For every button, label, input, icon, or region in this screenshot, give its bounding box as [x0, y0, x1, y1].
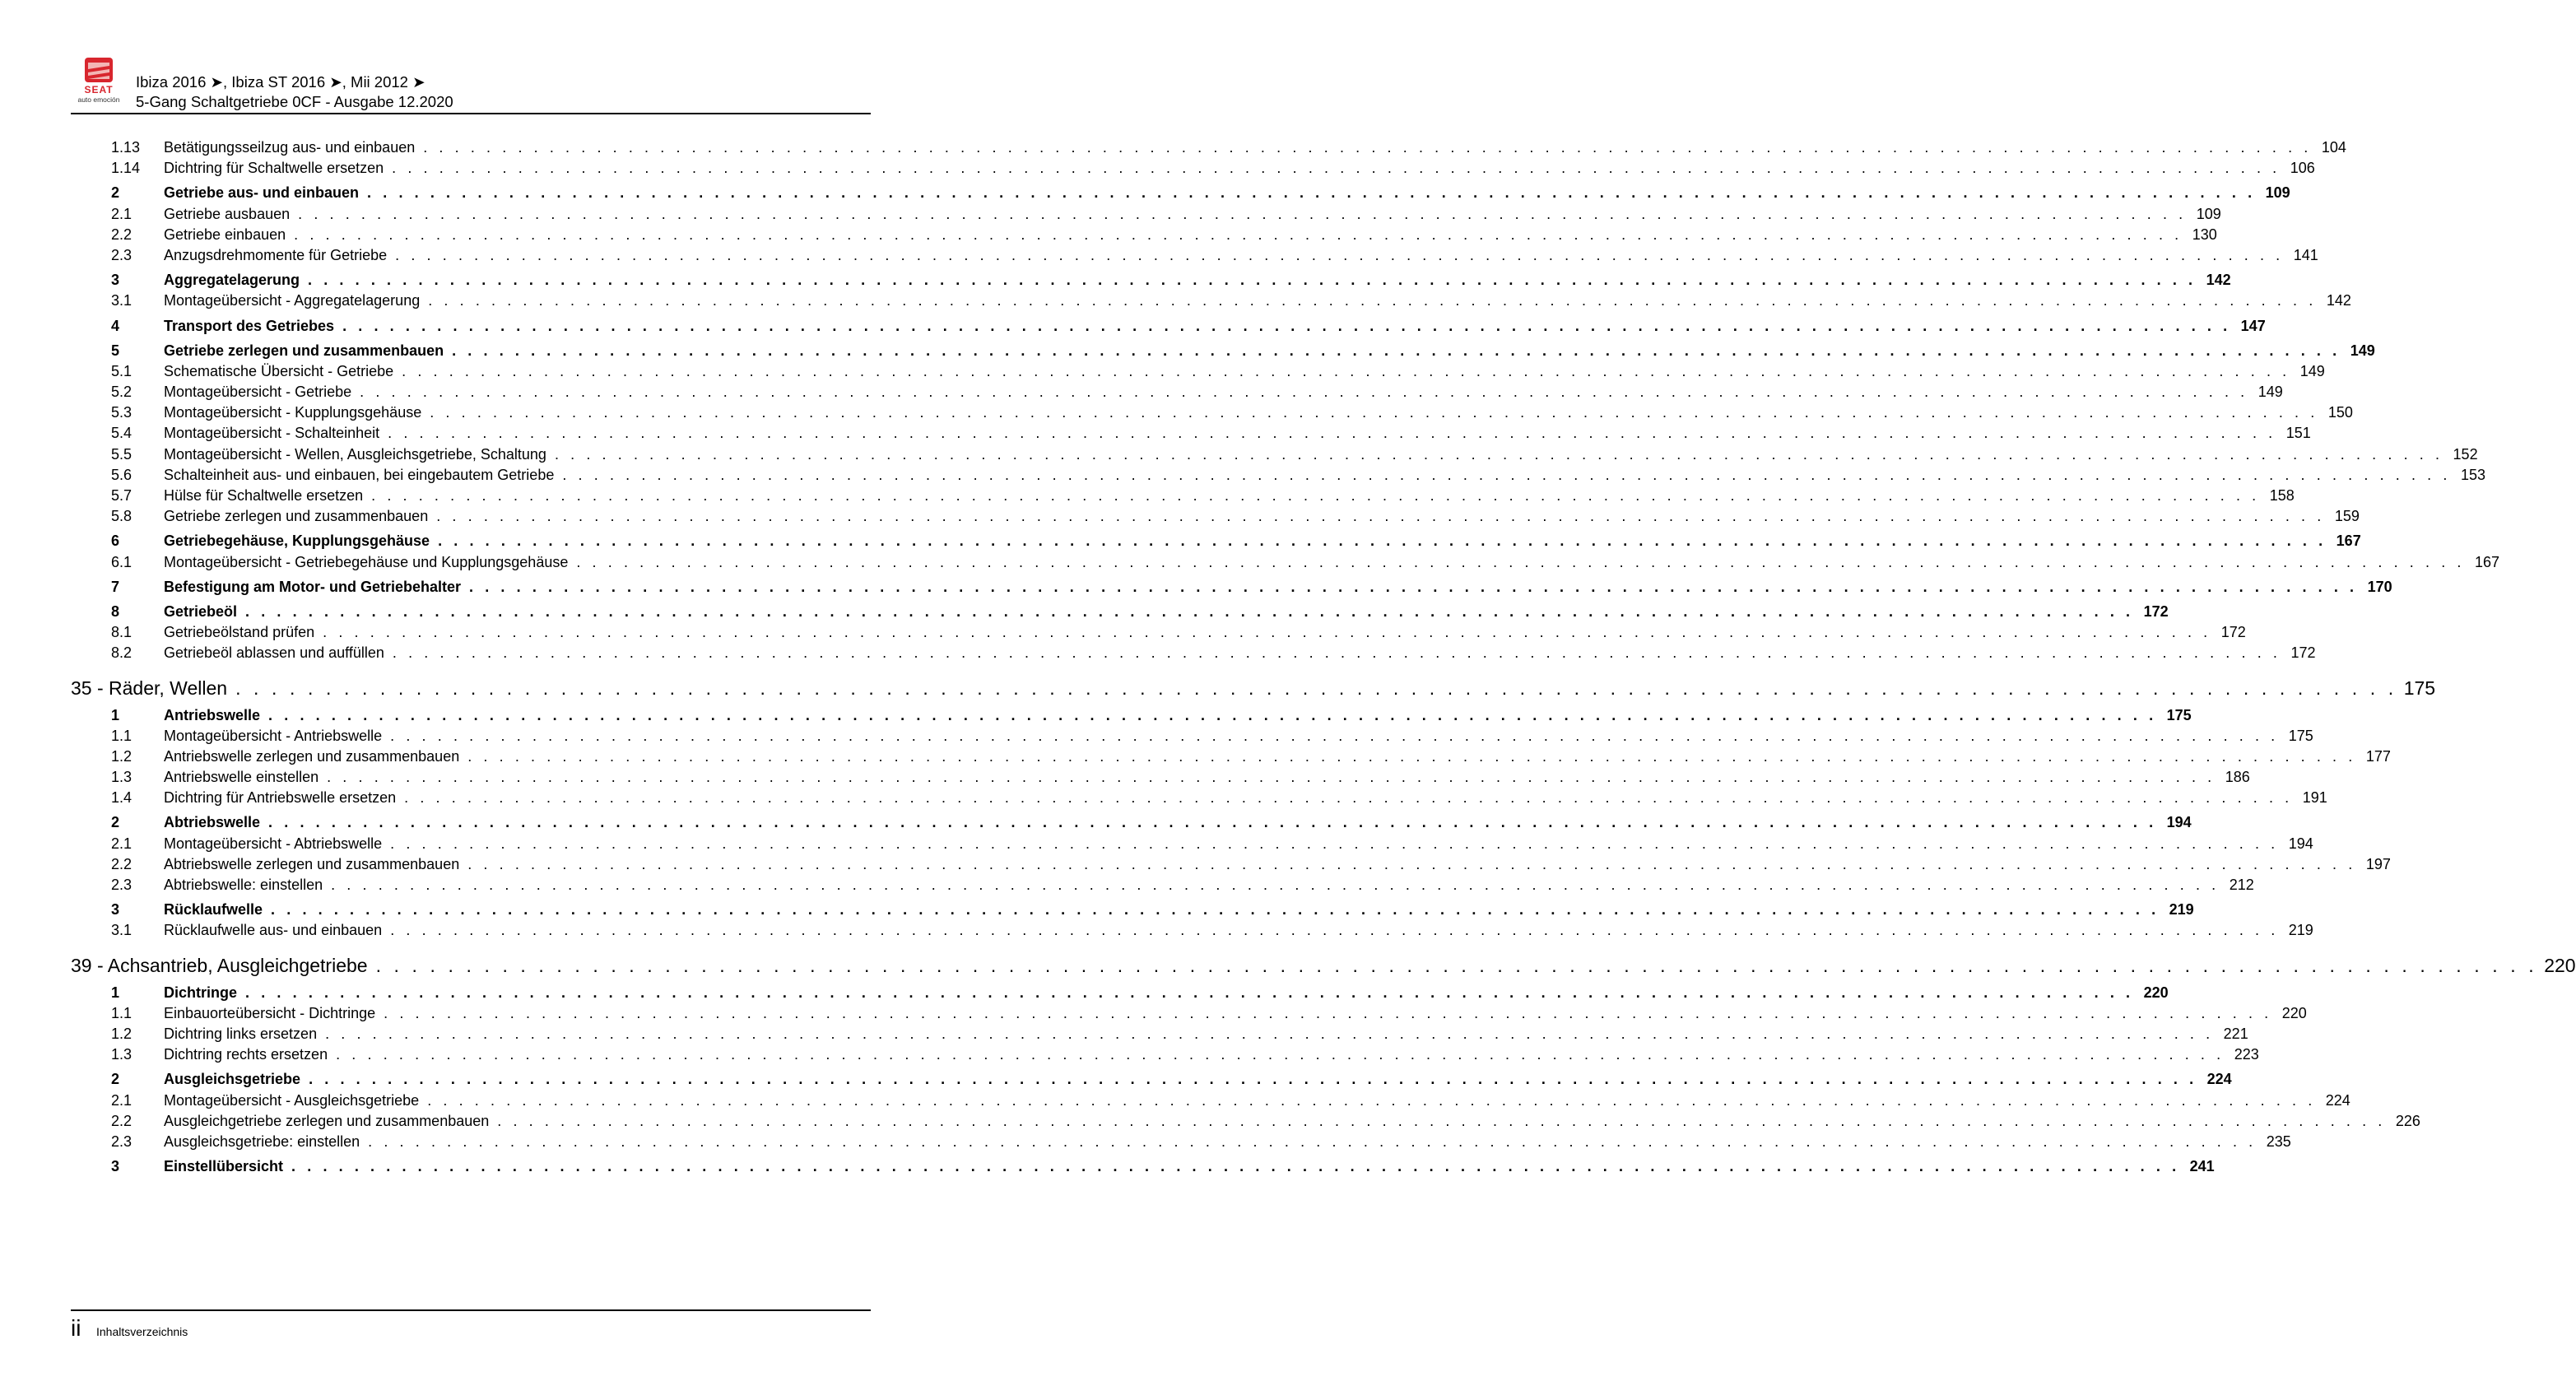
toc-number: 1.4	[111, 789, 133, 807]
toc-number: 2.2	[111, 855, 133, 872]
dot-leader: . . . . . . . . . . . . . . . . . . . . . . . . . . . . . . . . . . . . . . . . . . . . . . . . . . . . . . . . . . . . . . . . . . . . . . . . . . . . . . . . . . . . . . . . . . . . . . . . . . . . . . . . . . . . . . . . . . . . . . . .	[336, 1046, 2225, 1063]
toc-title: Getriebe zerlegen und zusammenbauen	[164, 508, 429, 525]
toc-entry[interactable]	[71, 1132, 2291, 1152]
toc-entry[interactable]	[71, 1024, 2248, 1044]
dot-leader: . . . . . . . . . . . . . . . . . . . . . . . . . . . . . . . . . . . . . . . . . . . . . . . . . . . . . . . . . . . . . . . . . . . . . . . . . . . . . . . . . . . . . . . . . . . . . . . . . . . . . . . . . . . . . . . . . . . . . . . .	[438, 533, 2327, 550]
toc-page: 175	[2166, 706, 2192, 723]
dot-leader: . . . . . . . . . . . . . . . . . . . . . . . . . . . . . . . . . . . . . . . . . . . . . . . . . . . . . . . . . . . . . . . . . . . . . . . . . . . . . . . . . . . . . . . . . . . . . . . . . . . . . . . . . . . . . . . . . . . . . . . .	[423, 139, 2312, 156]
toc-number: 1.14	[111, 160, 141, 177]
toc-page: 194	[2288, 835, 2313, 852]
toc-page: 221	[2223, 1025, 2248, 1042]
toc-title: Getriebe zerlegen und zusammenbauen	[164, 342, 444, 359]
dot-leader: . . . . . . . . . . . . . . . . . . . . . . . . . . . . . . . . . . . . . . . . . . . . . . . . . . . . . . . . . . . . . . . . . . . . . . . . . . . . . . . . . . . . . . . . . . . . . . . . . . . . . . . . . . . . . . . . . . . . . . . .	[562, 466, 2451, 483]
toc-title: Montageübersicht - Wellen, Ausgleichsgetriebe, Schaltung	[164, 445, 546, 463]
toc-number: 8	[111, 602, 120, 620]
toc-number: 1.2	[111, 747, 133, 765]
toc-title: Einbauorteübersicht - Dichtringe	[164, 1004, 376, 1021]
toc-page: 149	[2299, 362, 2325, 379]
toc-page: 159	[2334, 508, 2360, 525]
toc-page: 172	[2143, 602, 2169, 620]
toc-title: Ausgleichsgetriebe: einstellen	[164, 1133, 360, 1150]
toc-chapter[interactable]	[71, 951, 2576, 979]
toc-entry[interactable]	[71, 423, 2311, 444]
footer-section-label: Inhaltsverzeichnis	[96, 1325, 188, 1338]
dot-leader: . . . . . . . . . . . . . . . . . . . . . . . . . . . . . . . . . . . . . . . . . . . . . . . . . . . . . . . . . . . . . . . . . . . . . . . . . . . . . . . . . . . . . . . . . . . . . . . . . . . . . . . . . . . . . . . . . . . . . . . .	[235, 677, 2397, 699]
toc-section[interactable]	[71, 531, 2361, 551]
toc-title: Montageübersicht - Antriebswelle	[164, 727, 383, 744]
toc-entry[interactable]	[71, 382, 2283, 402]
toc-entry[interactable]	[71, 444, 2478, 465]
toc-title: Anzugsdrehmomente für Getriebe	[164, 246, 388, 263]
toc-page: 153	[2460, 466, 2485, 483]
toc-page: 152	[2453, 445, 2478, 463]
dot-leader: . . . . . . . . . . . . . . . . . . . . . . . . . . . . . . . . . . . . . . . . . . . . . . . . . . . . . . . . . . . . . . . . . . . . . . . . . . . . . . . . . . . . . . . . . . . . . . . . . . . . . . . . . . . . . . . . . . . . . . . .	[268, 814, 2157, 831]
dot-leader: . . . . . . . . . . . . . . . . . . . . . . . . . . . . . . . . . . . . . . . . . . . . . . . . . . . . . . . . . . . . . . . . . . . . . . . . . . . . . . . . . . . . . . . . . . . . . . . . . . . . . . . . . . . . . . . . . . . . . . . .	[469, 578, 2358, 595]
header-models: Ibiza 2016 ➤, Ibiza ST 2016 ➤, Mii 2012 ➤	[136, 73, 425, 91]
dot-leader: . . . . . . . . . . . . . . . . . . . . . . . . . . . . . . . . . . . . . . . . . . . . . . . . . . . . . . . . . . . . . . . . . . . . . . . . . . . . . . . . . . . . . . . . . . . . . . . . . . . . . . . . . . . . . . . . . . . . . . . .	[375, 954, 2538, 976]
toc-page: 167	[2474, 553, 2499, 570]
toc-entry[interactable]	[71, 506, 2360, 527]
dot-leader: . . . . . . . . . . . . . . . . . . . . . . . . . . . . . . . . . . . . . . . . . . . . . . . . . . . . . . . . . . . . . . . . . . . . . . . . . . . . . . . . . . . . . . . . . . . . . . . . . . . . . . . . . . . . . . . . . . . . . . . .	[452, 342, 2341, 359]
toc-title: Getriebe einbauen	[164, 226, 286, 243]
toc-entry[interactable]	[71, 291, 2351, 311]
toc-title: Abtriebswelle: einstellen	[164, 877, 323, 893]
dot-leader: . . . . . . . . . . . . . . . . . . . . . . . . . . . . . . . . . . . . . . . . . . . . . . . . . . . . . . . . . . . . . . . . . . . . . . . . . . . . . . . . . . . . . . . . . . . . . . . . . . . . . . . . . . . . . . . . . . . . . . . .	[392, 160, 2281, 177]
toc-title: Montageübersicht - Aggregatelagerung	[164, 292, 421, 309]
toc-page: 109	[2196, 205, 2221, 222]
dot-leader: . . . . . . . . . . . . . . . . . . . . . . . . . . . . . . . . . . . . . . . . . . . . . . . . . . . . . . . . . . . . . . . . . . . . . . . . . . . . . . . . . . . . . . . . . . . . . . . . . . . . . . . . . . . . . . . . . . . . . . . .	[467, 747, 2356, 765]
dot-leader: . . . . . . . . . . . . . . . . . . . . . . . . . . . . . . . . . . . . . . . . . . . . . . . . . . . . . . . . . . . . . . . . . . . . . . . . . . . . . . . . . . . . . . . . . . . . . . . . . . . . . . . . . . . . . . . . . . . . . . . .	[271, 901, 2160, 919]
toc-title: Getriebegehäuse, Kupplungsgehäuse	[164, 533, 430, 550]
toc-page: 220	[2281, 1004, 2307, 1021]
toc-entry[interactable]	[71, 402, 2353, 423]
toc-number: 4	[111, 317, 120, 334]
toc-title: Ausgleichsgetriebe	[164, 1071, 301, 1088]
seat-logo	[71, 58, 128, 105]
toc-page: 106	[2290, 160, 2315, 177]
dot-leader: . . . . . . . . . . . . . . . . . . . . . . . . . . . . . . . . . . . . . . . . . . . . . . . . . . . . . . . . . . . . . . . . . . . . . . . . . . . . . . . . . . . . . . . . . . . . . . . . . . . . . . . . . . . . . . . . . . . . . . . .	[384, 1004, 2272, 1021]
table-of-contents	[71, 137, 2576, 1177]
toc-title: Montageübersicht - Abtriebswelle	[164, 835, 383, 852]
toc-page: 109	[2265, 184, 2290, 202]
toc-number: 3	[111, 901, 120, 919]
toc-entry[interactable]	[71, 1111, 2420, 1132]
toc-title: Getriebe ausbauen	[164, 205, 291, 222]
toc-page: 226	[2395, 1112, 2420, 1129]
toc-number: 1.3	[111, 1046, 133, 1063]
toc-title: Schalteinheit aus- und einbauen, bei eingebautem Getriebe	[164, 466, 555, 483]
dot-leader: . . . . . . . . . . . . . . . . . . . . . . . . . . . . . . . . . . . . . . . . . . . . . . . . . . . . . . . . . . . . . . . . . . . . . . . . . . . . . . . . . . . . . . . . . . . . . . . . . . . . . . . . . . . . . . . . . . . . . . . .	[245, 984, 2134, 1001]
toc-number: 1	[111, 984, 120, 1001]
toc-number: 5.1	[111, 362, 133, 379]
toc-entry[interactable]	[71, 1091, 2350, 1111]
toc-entry[interactable]	[71, 361, 2325, 382]
toc-entry[interactable]	[71, 746, 2391, 767]
toc-page: 212	[2229, 877, 2254, 893]
toc-number: 2.3	[111, 877, 133, 893]
toc-title: Dichtringe	[164, 984, 238, 1001]
toc-page: 241	[2189, 1158, 2215, 1175]
toc-number: 3	[111, 1158, 120, 1175]
toc-page: 130	[2192, 226, 2217, 243]
toc-entry[interactable]	[71, 137, 2346, 158]
toc-number: 7	[111, 578, 120, 595]
dot-leader: . . . . . . . . . . . . . . . . . . . . . . . . . . . . . . . . . . . . . . . . . . . . . . . . . . . . . . . . . . . . . . . . . . . . . . . . . . . . . . . . . . . . . . . . . . . . . . . . . . . . . . . . . . . . . . . . . . . . . . . .	[497, 1112, 2386, 1129]
toc-title: Hülse für Schaltwelle ersetzen	[164, 487, 364, 504]
toc-number: 2.3	[111, 1133, 133, 1150]
toc-page: 175	[2288, 727, 2313, 744]
toc-page: 219	[2169, 901, 2194, 919]
toc-entry[interactable]	[71, 920, 2313, 941]
toc-section[interactable]	[71, 183, 2290, 203]
dot-leader: . . . . . . . . . . . . . . . . . . . . . . . . . . . . . . . . . . . . . . . . . . . . . . . . . . . . . . . . . . . . . . . . . . . . . . . . . . . . . . . . . . . . . . . . . . . . . . . . . . . . . . . . . . . . . . . . . . . . . . . .	[576, 553, 2465, 570]
toc-section[interactable]	[71, 812, 2192, 833]
header-subtitle: 5-Gang Schaltgetriebe 0CF - Ausgabe 12.2020	[136, 93, 453, 110]
toc-page: 151	[2285, 425, 2311, 442]
toc-page: 167	[2336, 533, 2361, 550]
toc-page: 172	[2290, 644, 2316, 662]
dot-leader: . . . . . . . . . . . . . . . . . . . . . . . . . . . . . . . . . . . . . . . . . . . . . . . . . . . . . . . . . . . . . . . . . . . . . . . . . . . . . . . . . . . . . . . . . . . . . . . . . . . . . . . . . . . . . . . . . . . . . . . .	[554, 445, 2443, 463]
dot-leader: . . . . . . . . . . . . . . . . . . . . . . . . . . . . . . . . . . . . . . . . . . . . . . . . . . . . . . . . . . . . . . . . . . . . . . . . . . . . . . . . . . . . . . . . . . . . . . . . . . . . . . . . . . . . . . . . . . . . . . . .	[467, 855, 2356, 872]
toc-page: 149	[2257, 384, 2283, 401]
toc-section[interactable]	[71, 577, 2392, 598]
toc-chapter[interactable]	[71, 674, 2436, 702]
toc-entry[interactable]	[71, 552, 2499, 573]
toc-page: 158	[2269, 487, 2295, 504]
toc-section[interactable]	[71, 602, 2169, 622]
toc-title: Rücklaufwelle	[164, 901, 263, 919]
toc-number: 5.2	[111, 384, 133, 401]
toc-number: 6.1	[111, 553, 133, 570]
toc-number: 1.1	[111, 1004, 133, 1021]
toc-number: 5.8	[111, 508, 133, 525]
toc-entry[interactable]	[71, 486, 2295, 506]
toc-title: 35 - Räder, Wellen	[71, 677, 228, 699]
dot-leader: . . . . . . . . . . . . . . . . . . . . . . . . . . . . . . . . . . . . . . . . . . . . . . . . . . . . . . . . . . . . . . . . . . . . . . . . . . . . . . . . . . . . . . . . . . . . . . . . . . . . . . . . . . . . . . . . . . . . . . . .	[245, 602, 2134, 620]
toc-title: Antriebswelle einstellen	[164, 769, 319, 786]
toc-entry[interactable]	[71, 1003, 2307, 1024]
toc-number: 2	[111, 184, 120, 202]
toc-page: 197	[2365, 855, 2391, 872]
toc-title: Aggregatelagerung	[164, 272, 300, 289]
toc-page: 224	[2325, 1091, 2350, 1109]
document-header	[136, 72, 453, 112]
toc-title: Dichtring für Antriebswelle ersetzen	[164, 789, 397, 807]
toc-title: Rücklaufwelle aus- und einbauen	[164, 922, 383, 939]
dot-leader: . . . . . . . . . . . . . . . . . . . . . . . . . . . . . . . . . . . . . . . . . . . . . . . . . . . . . . . . . . . . . . . . . . . . . . . . . . . . . . . . . . . . . . . . . . . . . . . . . . . . . . . . . . . . . . . . . . . . . . . .	[390, 835, 2279, 852]
dot-leader: . . . . . . . . . . . . . . . . . . . . . . . . . . . . . . . . . . . . . . . . . . . . . . . . . . . . . . . . . . . . . . . . . . . . . . . . . . . . . . . . . . . . . . . . . . . . . . . . . . . . . . . . . . . . . . . . . . . . . . . .	[390, 922, 2279, 939]
toc-entry[interactable]	[71, 854, 2391, 875]
toc-title: Einstellübersicht	[164, 1158, 284, 1175]
toc-page: 235	[2266, 1133, 2291, 1150]
toc-title: 39 - Achsantrieb, Ausgleichgetriebe	[71, 954, 368, 976]
dot-leader: . . . . . . . . . . . . . . . . . . . . . . . . . . . . . . . . . . . . . . . . . . . . . . . . . . . . . . . . . . . . . . . . . . . . . . . . . . . . . . . . . . . . . . . . . . . . . . . . . . . . . . . . . . . . . . . . . . . . . . . .	[291, 1158, 2180, 1175]
dot-leader: . . . . . . . . . . . . . . . . . . . . . . . . . . . . . . . . . . . . . . . . . . . . . . . . . . . . . . . . . . . . . . . . . . . . . . . . . . . . . . . . . . . . . . . . . . . . . . . . . . . . . . . . . . . . . . . . . . . . . . . .	[342, 317, 2231, 334]
dot-leader: . . . . . . . . . . . . . . . . . . . . . . . . . . . . . . . . . . . . . . . . . . . . . . . . . . . . . . . . . . . . . . . . . . . . . . . . . . . . . . . . . . . . . . . . . . . . . . . . . . . . . . . . . . . . . . . . . . . . . . . .	[368, 1133, 2257, 1150]
toc-number: 2	[111, 1071, 120, 1088]
toc-entry[interactable]	[71, 225, 2217, 245]
toc-title: Dichtring links ersetzen	[164, 1025, 318, 1042]
toc-number: 3.1	[111, 292, 133, 309]
toc-entry[interactable]	[71, 158, 2315, 179]
toc-number: 6	[111, 533, 120, 550]
toc-entry[interactable]	[71, 643, 2316, 663]
toc-title: Montageübersicht - Getriebe	[164, 384, 352, 401]
svg-text:auto emoción: auto emoción	[77, 95, 120, 104]
toc-page: 150	[2327, 404, 2353, 421]
toc-title: Transport des Getriebes	[164, 317, 335, 334]
dot-leader: . . . . . . . . . . . . . . . . . . . . . . . . . . . . . . . . . . . . . . . . . . . . . . . . . . . . . . . . . . . . . . . . . . . . . . . . . . . . . . . . . . . . . . . . . . . . . . . . . . . . . . . . . . . . . . . . . . . . . . . .	[309, 1071, 2197, 1088]
toc-page: 223	[2234, 1046, 2259, 1063]
toc-page: 194	[2166, 814, 2192, 831]
toc-number: 2	[111, 814, 120, 831]
toc-section[interactable]	[71, 270, 2231, 291]
toc-number: 1.13	[111, 139, 141, 156]
toc-title: Getriebeöl ablassen und auffüllen	[164, 644, 384, 662]
toc-number: 3	[111, 272, 120, 289]
toc-entry[interactable]	[71, 788, 2327, 808]
dot-leader: . . . . . . . . . . . . . . . . . . . . . . . . . . . . . . . . . . . . . . . . . . . . . . . . . . . . . . . . . . . . . . . . . . . . . . . . . . . . . . . . . . . . . . . . . . . . . . . . . . . . . . . . . . . . . . . . . . . . . . . .	[308, 272, 2197, 289]
dot-leader: . . . . . . . . . . . . . . . . . . . . . . . . . . . . . . . . . . . . . . . . . . . . . . . . . . . . . . . . . . . . . . . . . . . . . . . . . . . . . . . . . . . . . . . . . . . . . . . . . . . . . . . . . . . . . . . . . . . . . . . .	[325, 1025, 2214, 1042]
toc-page: 191	[2302, 789, 2327, 807]
dot-leader: . . . . . . . . . . . . . . . . . . . . . . . . . . . . . . . . . . . . . . . . . . . . . . . . . . . . . . . . . . . . . . . . . . . . . . . . . . . . . . . . . . . . . . . . . . . . . . . . . . . . . . . . . . . . . . . . . . . . . . . .	[390, 727, 2279, 744]
dot-leader: . . . . . . . . . . . . . . . . . . . . . . . . . . . . . . . . . . . . . . . . . . . . . . . . . . . . . . . . . . . . . . . . . . . . . . . . . . . . . . . . . . . . . . . . . . . . . . . . . . . . . . . . . . . . . . . . . . . . . . . .	[294, 226, 2183, 243]
toc-title: Getriebe aus- und einbauen	[164, 184, 360, 202]
toc-page: 175	[2403, 677, 2436, 699]
dot-leader: . . . . . . . . . . . . . . . . . . . . . . . . . . . . . . . . . . . . . . . . . . . . . . . . . . . . . . . . . . . . . . . . . . . . . . . . . . . . . . . . . . . . . . . . . . . . . . . . . . . . . . . . . . . . . . . . . . . . . . . .	[428, 292, 2317, 309]
dot-leader: . . . . . . . . . . . . . . . . . . . . . . . . . . . . . . . . . . . . . . . . . . . . . . . . . . . . . . . . . . . . . . . . . . . . . . . . . . . . . . . . . . . . . . . . . . . . . . . . . . . . . . . . . . . . . . . . . . . . . . . .	[327, 769, 2216, 786]
toc-title: Schematische Übersicht - Getriebe	[164, 362, 394, 379]
dot-leader: . . . . . . . . . . . . . . . . . . . . . . . . . . . . . . . . . . . . . . . . . . . . . . . . . . . . . . . . . . . . . . . . . . . . . . . . . . . . . . . . . . . . . . . . . . . . . . . . . . . . . . . . . . . . . . . . . . . . . . . .	[427, 1091, 2316, 1109]
toc-entry[interactable]	[71, 245, 2318, 266]
toc-title: Abtriebswelle	[164, 814, 261, 831]
toc-number: 5.7	[111, 487, 133, 504]
toc-number: 8.1	[111, 624, 133, 641]
toc-number: 2.3	[111, 246, 133, 263]
toc-title: Montageübersicht - Kupplungsgehäuse	[164, 404, 422, 421]
toc-number: 8.2	[111, 644, 133, 662]
toc-title: Abtriebswelle zerlegen und zusammenbauen	[164, 855, 460, 872]
footer-page-number: ii	[71, 1315, 81, 1341]
toc-title: Montageübersicht - Ausgleichsgetriebe	[164, 1091, 420, 1109]
toc-number: 2.1	[111, 835, 133, 852]
toc-section[interactable]	[71, 900, 2194, 920]
toc-title: Montageübersicht - Schalteinheit	[164, 425, 380, 442]
toc-number: 2.1	[111, 205, 133, 222]
toc-title: Dichtring rechts ersetzen	[164, 1046, 328, 1063]
toc-page: 177	[2365, 747, 2391, 765]
dot-leader: . . . . . . . . . . . . . . . . . . . . . . . . . . . . . . . . . . . . . . . . . . . . . . . . . . . . . . . . . . . . . . . . . . . . . . . . . . . . . . . . . . . . . . . . . . . . . . . . . . . . . . . . . . . . . . . . . . . . . . . .	[430, 404, 2318, 421]
toc-page: 186	[2225, 769, 2250, 786]
dot-leader: . . . . . . . . . . . . . . . . . . . . . . . . . . . . . . . . . . . . . . . . . . . . . . . . . . . . . . . . . . . . . . . . . . . . . . . . . . . . . . . . . . . . . . . . . . . . . . . . . . . . . . . . . . . . . . . . . . . . . . . .	[402, 362, 2290, 379]
toc-number: 3.1	[111, 922, 133, 939]
toc-section[interactable]	[71, 1069, 2232, 1090]
toc-page: 142	[2326, 292, 2351, 309]
toc-number: 5	[111, 342, 120, 359]
toc-section[interactable]	[71, 341, 2375, 361]
toc-section[interactable]	[71, 983, 2169, 1003]
toc-number: 5.6	[111, 466, 133, 483]
toc-entry[interactable]	[71, 204, 2221, 225]
svg-text:SEAT: SEAT	[84, 84, 114, 95]
toc-entry[interactable]	[71, 465, 2485, 486]
toc-page: 141	[2293, 246, 2318, 263]
toc-page: 219	[2288, 922, 2313, 939]
toc-title: Getriebeölstand prüfen	[164, 624, 315, 641]
toc-section[interactable]	[71, 1156, 2215, 1177]
dot-leader: . . . . . . . . . . . . . . . . . . . . . . . . . . . . . . . . . . . . . . . . . . . . . . . . . . . . . . . . . . . . . . . . . . . . . . . . . . . . . . . . . . . . . . . . . . . . . . . . . . . . . . . . . . . . . . . . . . . . . . . .	[436, 508, 2325, 525]
toc-number: 1.3	[111, 769, 133, 786]
toc-entry[interactable]	[71, 726, 2313, 746]
toc-title: Montageübersicht - Getriebegehäuse und Kupplungsgehäuse	[164, 553, 569, 570]
header-divider	[71, 113, 871, 114]
toc-title: Betätigungsseilzug aus- und einbauen	[164, 139, 416, 156]
toc-page: 224	[2206, 1071, 2232, 1088]
toc-page: 220	[2544, 954, 2576, 976]
dot-leader: . . . . . . . . . . . . . . . . . . . . . . . . . . . . . . . . . . . . . . . . . . . . . . . . . . . . . . . . . . . . . . . . . . . . . . . . . . . . . . . . . . . . . . . . . . . . . . . . . . . . . . . . . . . . . . . . . . . . . . . .	[367, 184, 2256, 202]
toc-page: 172	[2220, 624, 2246, 641]
toc-number: 2.2	[111, 226, 133, 243]
toc-title: Antriebswelle zerlegen und zusammenbauen	[164, 747, 460, 765]
toc-number: 1.2	[111, 1025, 133, 1042]
toc-entry[interactable]	[71, 834, 2313, 854]
toc-page: 149	[2350, 342, 2375, 359]
toc-number: 5.5	[111, 445, 133, 463]
toc-page: 170	[2367, 578, 2392, 595]
dot-leader: . . . . . . . . . . . . . . . . . . . . . . . . . . . . . . . . . . . . . . . . . . . . . . . . . . . . . . . . . . . . . . . . . . . . . . . . . . . . . . . . . . . . . . . . . . . . . . . . . . . . . . . . . . . . . . . . . . . . . . . .	[360, 384, 2248, 401]
dot-leader: . . . . . . . . . . . . . . . . . . . . . . . . . . . . . . . . . . . . . . . . . . . . . . . . . . . . . . . . . . . . . . . . . . . . . . . . . . . . . . . . . . . . . . . . . . . . . . . . . . . . . . . . . . . . . . . . . . . . . . . .	[388, 425, 2276, 442]
dot-leader: . . . . . . . . . . . . . . . . . . . . . . . . . . . . . . . . . . . . . . . . . . . . . . . . . . . . . . . . . . . . . . . . . . . . . . . . . . . . . . . . . . . . . . . . . . . . . . . . . . . . . . . . . . . . . . . . . . . . . . . .	[331, 877, 2220, 893]
dot-leader: . . . . . . . . . . . . . . . . . . . . . . . . . . . . . . . . . . . . . . . . . . . . . . . . . . . . . . . . . . . . . . . . . . . . . . . . . . . . . . . . . . . . . . . . . . . . . . . . . . . . . . . . . . . . . . . . . . . . . . . .	[323, 624, 2211, 641]
toc-number: 2.2	[111, 1112, 133, 1129]
toc-title: Befestigung am Motor- und Getriebehalter	[164, 578, 462, 595]
toc-title: Dichtring für Schaltwelle ersetzen	[164, 160, 384, 177]
toc-title: Ausgleichgetriebe zerlegen und zusammenbauen	[164, 1112, 490, 1129]
dot-leader: . . . . . . . . . . . . . . . . . . . . . . . . . . . . . . . . . . . . . . . . . . . . . . . . . . . . . . . . . . . . . . . . . . . . . . . . . . . . . . . . . . . . . . . . . . . . . . . . . . . . . . . . . . . . . . . . . . . . . . . .	[404, 789, 2293, 807]
toc-number: 1	[111, 706, 120, 723]
toc-page: 220	[2143, 984, 2169, 1001]
dot-leader: . . . . . . . . . . . . . . . . . . . . . . . . . . . . . . . . . . . . . . . . . . . . . . . . . . . . . . . . . . . . . . . . . . . . . . . . . . . . . . . . . . . . . . . . . . . . . . . . . . . . . . . . . . . . . . . . . . . . . . . .	[298, 205, 2187, 222]
toc-entry[interactable]	[71, 622, 2246, 643]
toc-number: 2.1	[111, 1091, 133, 1109]
toc-page: 147	[2240, 317, 2266, 334]
dot-leader: . . . . . . . . . . . . . . . . . . . . . . . . . . . . . . . . . . . . . . . . . . . . . . . . . . . . . . . . . . . . . . . . . . . . . . . . . . . . . . . . . . . . . . . . . . . . . . . . . . . . . . . . . . . . . . . . . . . . . . . .	[392, 644, 2281, 662]
toc-title: Getriebeöl	[164, 602, 238, 620]
toc-section[interactable]	[71, 316, 2266, 337]
dot-leader: . . . . . . . . . . . . . . . . . . . . . . . . . . . . . . . . . . . . . . . . . . . . . . . . . . . . . . . . . . . . . . . . . . . . . . . . . . . . . . . . . . . . . . . . . . . . . . . . . . . . . . . . . . . . . . . . . . . . . . . .	[371, 487, 2260, 504]
dot-leader: . . . . . . . . . . . . . . . . . . . . . . . . . . . . . . . . . . . . . . . . . . . . . . . . . . . . . . . . . . . . . . . . . . . . . . . . . . . . . . . . . . . . . . . . . . . . . . . . . . . . . . . . . . . . . . . . . . . . . . . .	[268, 706, 2157, 723]
toc-number: 1.1	[111, 727, 133, 744]
toc-entry[interactable]	[71, 875, 2254, 895]
toc-number: 5.4	[111, 425, 133, 442]
footer-divider	[71, 1309, 871, 1311]
dot-leader: . . . . . . . . . . . . . . . . . . . . . . . . . . . . . . . . . . . . . . . . . . . . . . . . . . . . . . . . . . . . . . . . . . . . . . . . . . . . . . . . . . . . . . . . . . . . . . . . . . . . . . . . . . . . . . . . . . . . . . . .	[395, 246, 2284, 263]
toc-entry[interactable]	[71, 767, 2250, 788]
toc-number: 5.3	[111, 404, 133, 421]
toc-section[interactable]	[71, 705, 2192, 726]
toc-title: Antriebswelle	[164, 706, 261, 723]
toc-entry[interactable]	[71, 1044, 2259, 1065]
toc-page: 142	[2206, 272, 2231, 289]
toc-page: 104	[2321, 139, 2346, 156]
